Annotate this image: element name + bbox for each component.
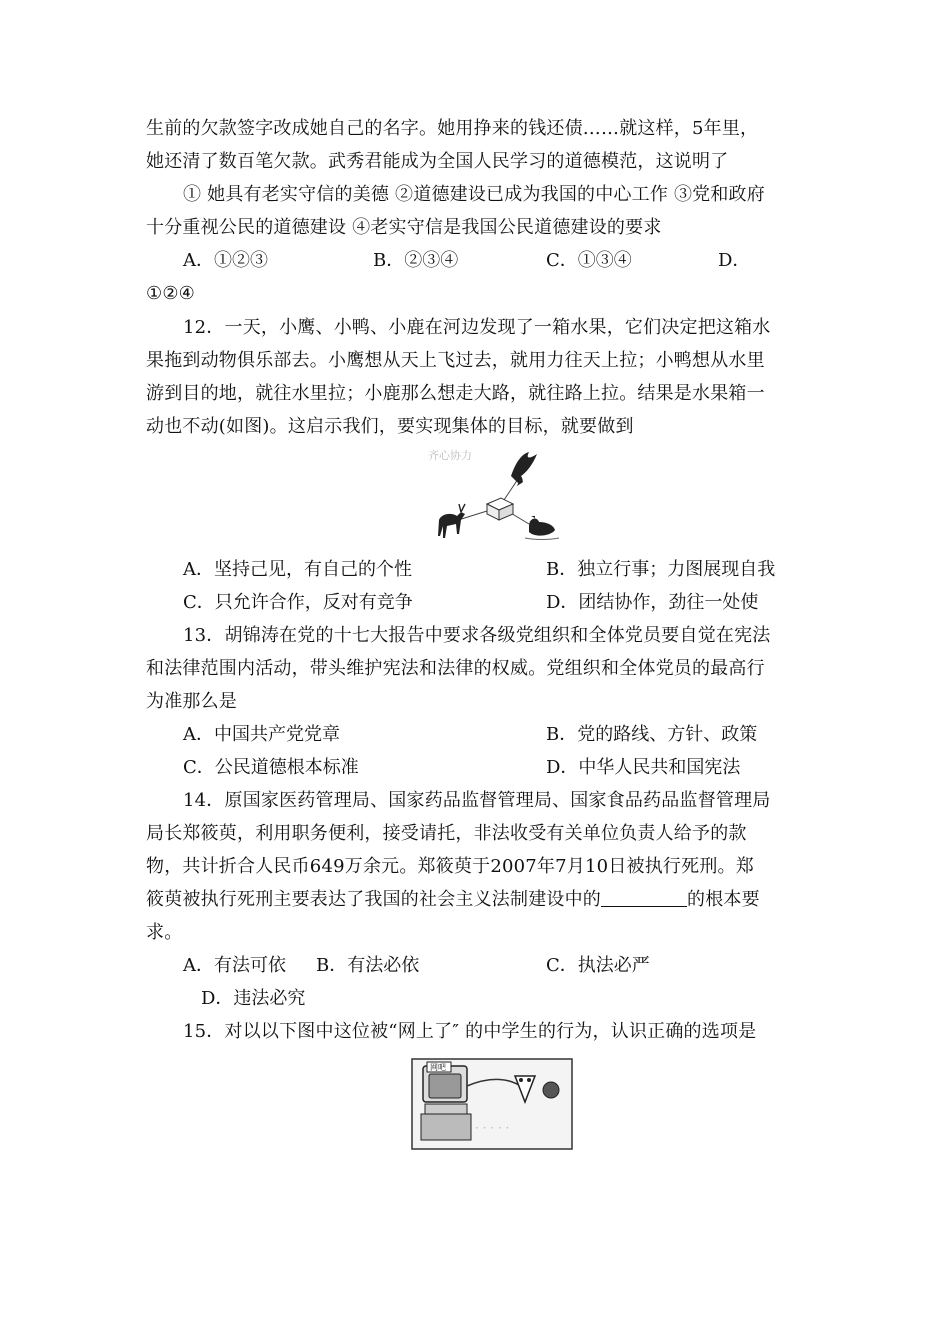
q12-option-c: C．只允许合作，反对有竞争 bbox=[183, 592, 413, 613]
q13-line-2: 和法律范围内活动，带头维护宪法和法律的权威。党组织和全体党员的最高行 bbox=[146, 658, 765, 679]
q12-option-a: A．坚持己见，有自己的个性 bbox=[183, 559, 412, 580]
q14-option-d: D．违法必究 bbox=[201, 988, 306, 1009]
q12-option-b: B．独立行事；力图展现自我 bbox=[546, 559, 776, 580]
duck-icon bbox=[525, 516, 559, 540]
faded-watermark-text: · · · · · bbox=[475, 1121, 510, 1135]
q15-line-1: 15．对以以下图中这位被“网上了″ 的中学生的行为，认识正确的选项是 bbox=[183, 1021, 757, 1042]
q12-line-2: 果拖到动物俱乐部去。小鹰想从天上飞过去，就用力往天上拉；小鸭想从水里 bbox=[146, 350, 765, 371]
q12-line-1: 12．一天，小鹰、小鸭、小鹿在河边发现了一箱水果，它们决定把这箱水 bbox=[183, 317, 771, 338]
computer-monitor-icon bbox=[421, 1062, 471, 1140]
q11-option-c: C．①③④ bbox=[546, 250, 632, 271]
monitor-label: 网吧 bbox=[430, 1063, 446, 1072]
figure-caption: 齐心协力 bbox=[428, 449, 472, 462]
q14-fill-blank bbox=[601, 888, 687, 907]
q12-option-d: D．团结协作，劲往一处使 bbox=[546, 592, 759, 613]
q13-line-3: 为准那么是 bbox=[146, 691, 237, 712]
q11-statement-line-1: ① 她具有老实守信的美德 ②道德建设已成为我国的中心工作 ③党和政府 bbox=[183, 184, 765, 205]
q12-line-4: 动也不动(如图)。这启示我们，要实现集体的目标，就要做到 bbox=[146, 416, 634, 437]
q13-option-c: C．公民道德根本标准 bbox=[183, 757, 359, 778]
eagle-icon bbox=[511, 452, 537, 486]
ball-icon bbox=[543, 1082, 559, 1098]
q14-option-c: C．执法必严 bbox=[546, 955, 650, 976]
q14-line-5: 求。 bbox=[146, 922, 183, 943]
q11-option-d-text: ①②④ bbox=[146, 283, 196, 304]
q11-option-d: D． bbox=[718, 250, 751, 271]
q14-option-a: A．有法可依 bbox=[183, 955, 286, 976]
q13-option-d: D．中华人民共和国宪法 bbox=[546, 757, 741, 778]
q11-option-b: B．②③④ bbox=[373, 250, 459, 271]
deer-icon bbox=[438, 504, 465, 538]
fruit-box-icon bbox=[487, 498, 513, 520]
q11-option-a: A．①②③ bbox=[183, 250, 268, 271]
q14-line-2: 局长郑筱萸，利用职务便利，接受请托，非法收受有关单位负责人给予的款 bbox=[146, 823, 747, 844]
q14-line-4-post: 的根本要 bbox=[687, 889, 760, 910]
q11-line-1: 生前的欠款签字改成她自己的名字。她用挣来的钱还债……就这样，5年里， bbox=[146, 118, 759, 139]
q14-option-b: B．有法必依 bbox=[316, 955, 420, 976]
q14-line-4 bbox=[146, 888, 760, 912]
q14-line-4-pre: 筱萸被执行死刑主要表达了我国的社会主义法制建设中的 bbox=[146, 889, 601, 910]
q14-line-1: 14．原国家医药管理局、国家药品监督管理局、国家食品药品监督管理局 bbox=[183, 790, 771, 811]
q12-line-3: 游到目的地，就往水里拉；小鹿那么想走大路，就往路上拉。结果是水果箱一 bbox=[146, 383, 765, 404]
q11-statement-line-2: 十分重视公民的道德建设 ④老实守信是我国公民道德建设的要求 bbox=[146, 217, 662, 238]
q12-animals-figure bbox=[425, 446, 560, 546]
q15-internet-cartoon bbox=[411, 1058, 573, 1150]
q13-line-1: 13．胡锦涛在党的十七大报告中要求各级党组织和全体党员要自觉在宪法 bbox=[183, 625, 771, 646]
q13-option-a: A．中国共产党党章 bbox=[183, 724, 340, 745]
q14-line-3: 物，共计折合人民币649万余元。郑筱萸于2007年7月10日被执行死刑。郑 bbox=[146, 856, 754, 877]
q13-option-b: B．党的路线、方针、政策 bbox=[546, 724, 758, 745]
q11-line-2: 她还清了数百笔欠款。武秀君能成为全国人民学习的道德模范，这说明了 bbox=[146, 151, 729, 172]
